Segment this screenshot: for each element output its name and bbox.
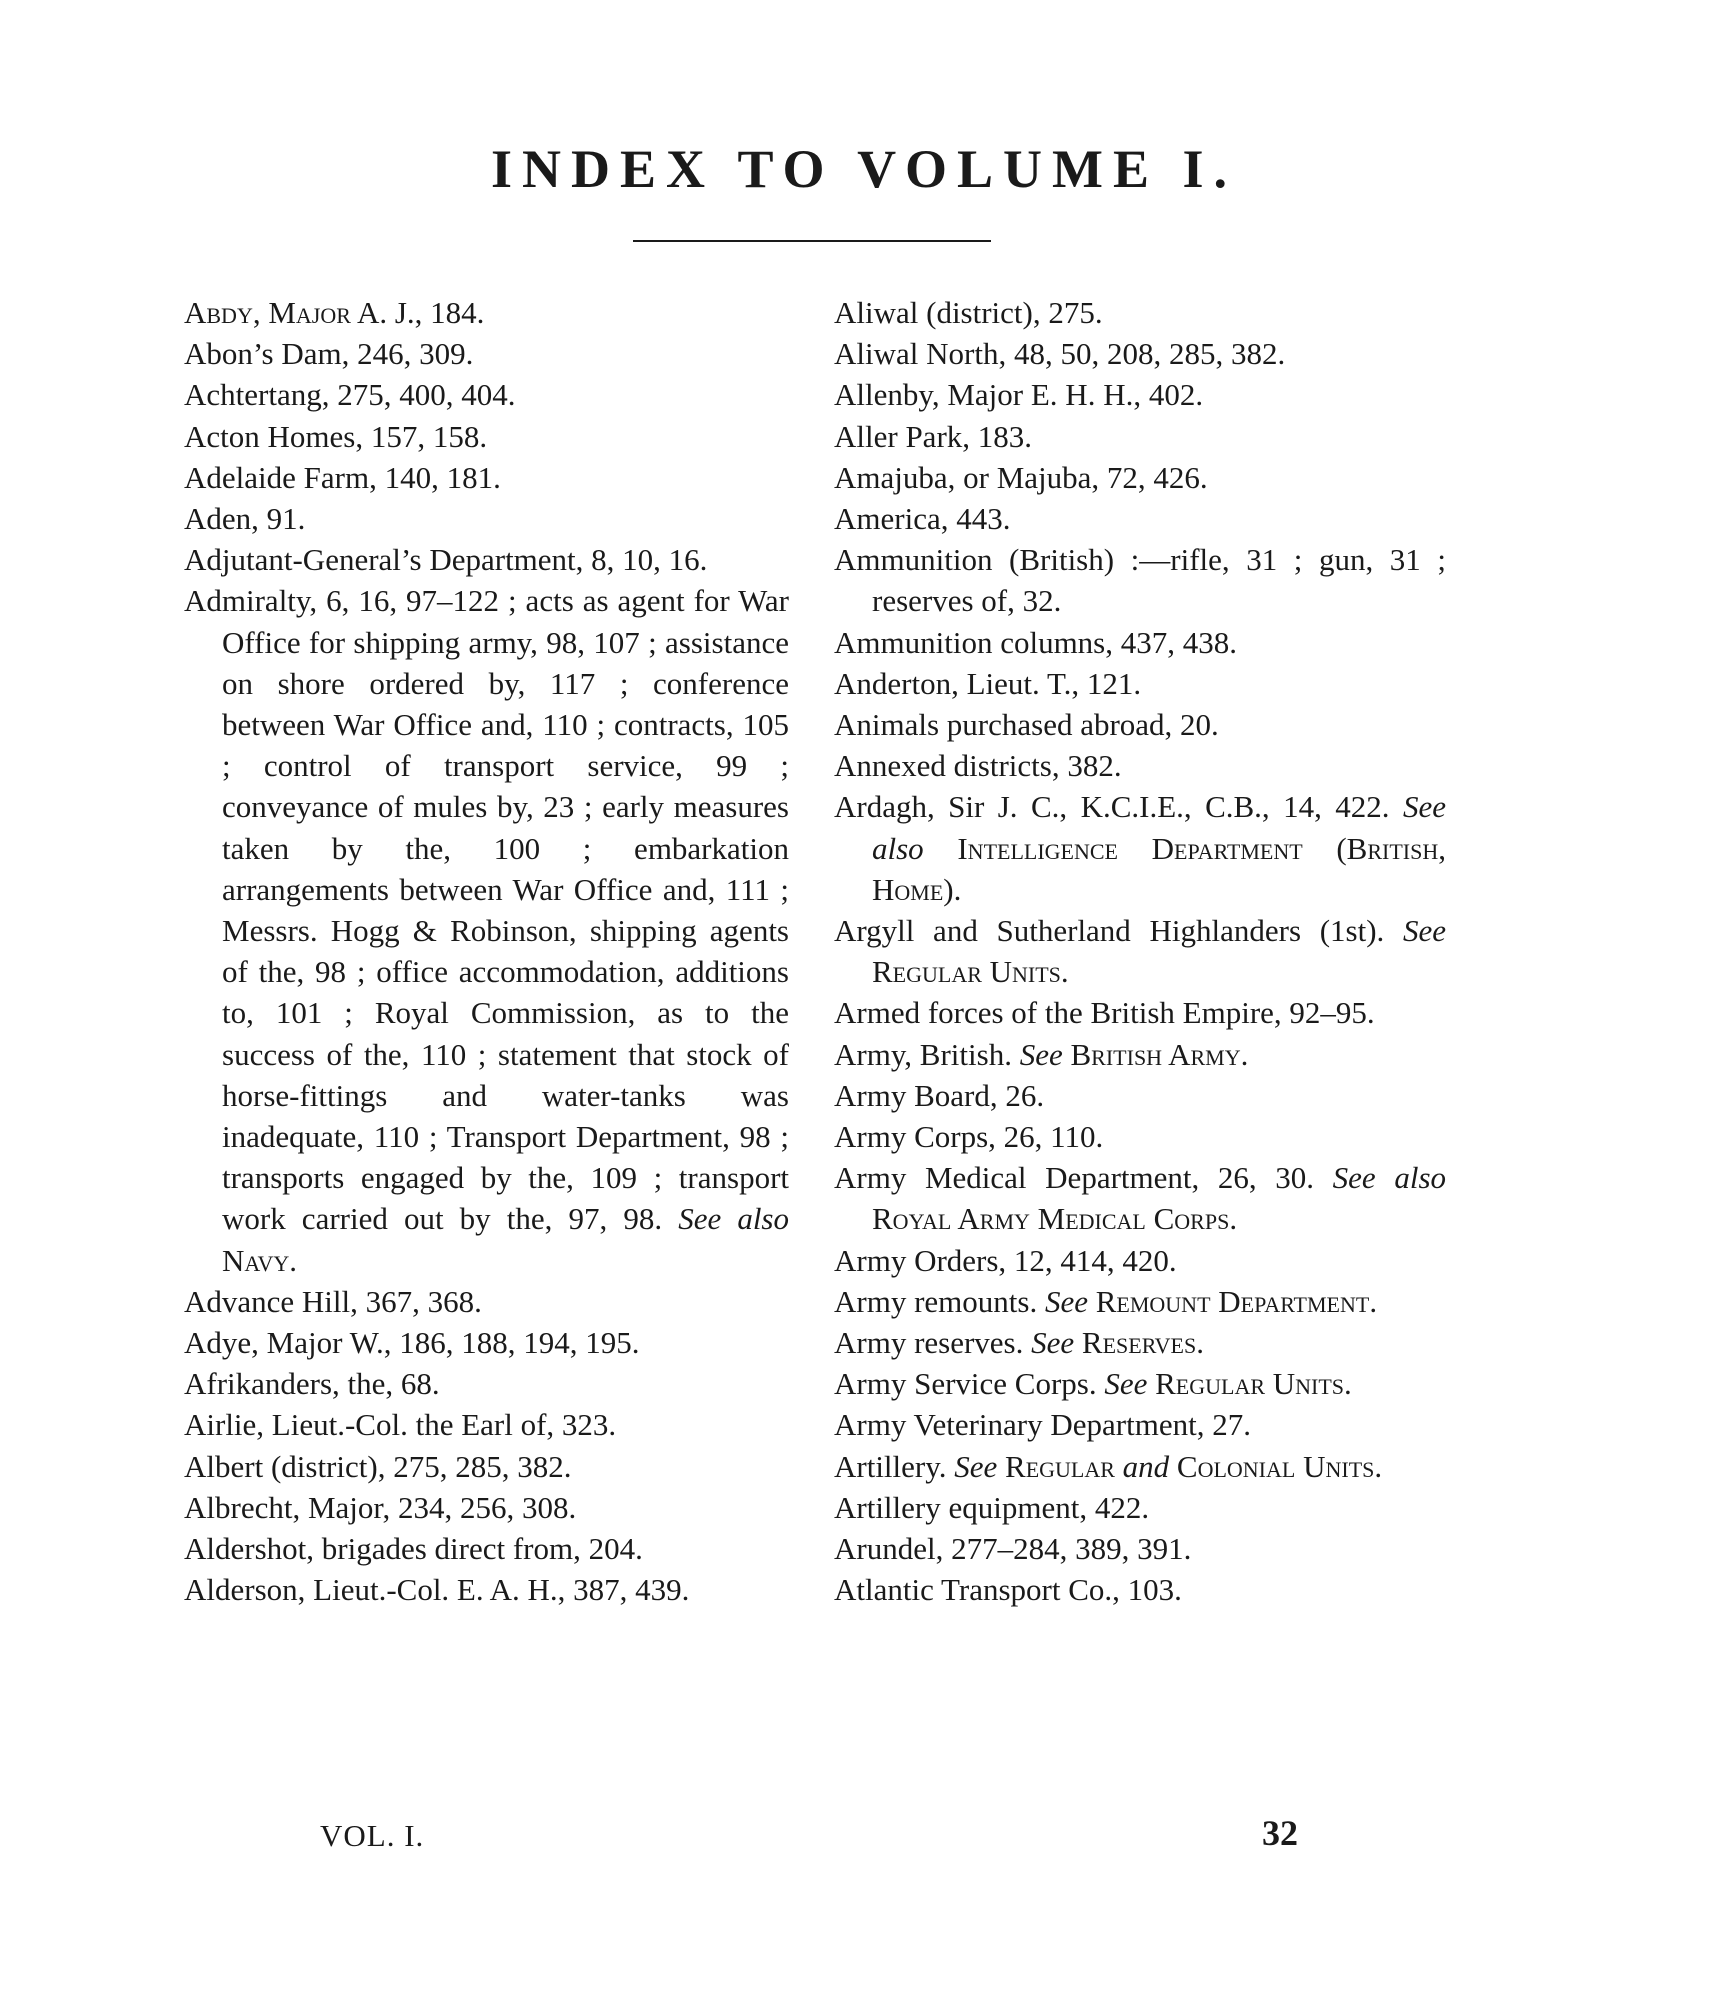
entry-text: Albert (district), 275, 285, 382. [184, 1448, 572, 1484]
index-entry [184, 1528, 789, 1569]
index-entry [834, 333, 1446, 374]
entry-text: Aller Park, 183. [834, 418, 1033, 454]
entry-text: . [1344, 1366, 1352, 1402]
entry-text: . [289, 1242, 297, 1278]
index-entry [184, 1404, 789, 1445]
entry-text: Ardagh, Sir J. C., K.C.I.E., C.B., 14, 422. [834, 789, 1403, 825]
index-column-left [184, 292, 789, 1611]
entry-text: Arundel, 277–284, 389, 391. [834, 1531, 1192, 1567]
index-entry [834, 745, 1446, 786]
entry-text: Annexed districts, 382. [834, 748, 1122, 784]
entry-text: Albrecht, Major, 234, 256, 308. [184, 1489, 577, 1525]
index-entry [184, 1487, 789, 1528]
index-entry [184, 457, 789, 498]
title-rule [633, 240, 991, 242]
index-entry [834, 539, 1446, 621]
small-caps-text: Regular [1005, 1448, 1115, 1484]
index-entry [834, 663, 1446, 704]
entry-text [1088, 1284, 1096, 1319]
entry-text: . [1229, 1201, 1238, 1237]
page-title: INDEX TO VOLUME I. [490, 139, 1238, 199]
entry-text: Armed forces of the British Empire, 92–95. [834, 995, 1375, 1031]
entry-text: Ammunition (British) :—rifle, 31 ; gun, 31 ; reserves of, 32. [834, 542, 1446, 619]
entry-text: Ammunition columns, 437, 438. [834, 624, 1237, 660]
small-caps-text: Navy [222, 1242, 290, 1278]
cross-reference-label: See [1031, 1325, 1075, 1361]
cross-reference-label: See also [872, 789, 1446, 866]
entry-text: Army reserves. [834, 1325, 1032, 1361]
index-entry [184, 292, 789, 333]
cross-reference-label: See [1104, 1366, 1148, 1402]
entry-text: Achtertang, 275, 400, 404. [184, 377, 516, 413]
index-entry [834, 1240, 1446, 1281]
entry-text: Aldershot, brigades direct from, 204. [184, 1531, 643, 1567]
entry-text: Adelaide Farm, 140, 181. [184, 459, 501, 495]
entry-text: Atlantic Transport Co., 103. [834, 1572, 1182, 1608]
small-caps-text: Royal Army Medical Corps [872, 1201, 1230, 1237]
index-entry [834, 1446, 1446, 1487]
index-entry [834, 1281, 1446, 1322]
cross-reference-label: See [954, 1448, 998, 1484]
cross-reference-label: See [1019, 1036, 1063, 1072]
entry-text [1169, 1449, 1177, 1484]
entry-text: Army remounts. [834, 1283, 1045, 1319]
footer-volume-label: VOL. I. [320, 1818, 425, 1853]
small-caps-text: Remount Department [1095, 1283, 1370, 1319]
small-caps-text: British Army [1070, 1036, 1241, 1072]
index-entry [834, 992, 1446, 1033]
index-entry [834, 1322, 1446, 1363]
index-entry [184, 374, 789, 415]
index-entry [834, 1528, 1446, 1569]
entry-text [1063, 1037, 1071, 1072]
entry-text: Adye, Major W., 186, 188, 194, 195. [184, 1325, 640, 1361]
entry-text: Animals purchased abroad, 20. [834, 707, 1219, 743]
entry-text [1115, 1449, 1123, 1484]
entry-text: Army Corps, 26, 110. [834, 1119, 1104, 1155]
entry-text: Allenby, Major E. H. H., 402. [834, 377, 1204, 413]
index-entry [834, 704, 1446, 745]
entry-text: . [1240, 1036, 1249, 1072]
index-entry [184, 1322, 789, 1363]
entry-text: . [1369, 1283, 1378, 1319]
entry-text [997, 1449, 1005, 1484]
index-column-right [834, 292, 1446, 1611]
small-caps-text: Abdy, Major [184, 295, 351, 330]
entry-text: Admiralty, 6, 16, 97–122 ; acts as agent for War Office for shipping army, 98, 107 ; assistance on shore ordered by, 117 ; conference between War Office and, 110 ; contracts, 105 ; control of transport service, 99 ; conveyance of mules by, 23 ; early measures taken by the, 100 ; embarkation arrangements between War Office and, 111 ; Messrs. Hogg & Robinson, shipping agents of the, 98 ; office accommodation, additions to, 101 ; Royal Commission, as to the success of the, 110 ; statement that stock of horse-fittings and water-tanks was inadequate, 110 ; Transport Department, 98 ; transports engaged by the, 109 ; transport work carried out by the, 97, 98. [184, 583, 789, 1237]
index-entry [834, 622, 1446, 663]
index-entry [834, 498, 1446, 539]
entry-text: Army Veterinary Department, 27. [834, 1407, 1251, 1443]
entry-text: Army, British. [834, 1036, 1020, 1072]
entry-text: Airlie, Lieut.-Col. the Earl of, 323. [184, 1407, 617, 1443]
small-caps-text: Regular Units [872, 954, 1061, 990]
entry-text: America, 443. [834, 501, 1011, 537]
entry-text: Advance Hill, 367, 368. [184, 1283, 482, 1319]
entry-text: Argyll and Sutherland Highlanders (1st). [834, 913, 1403, 949]
index-entry [834, 1487, 1446, 1528]
entry-text: Army Medical Department, 26, 30. [834, 1160, 1333, 1196]
entry-text: Aliwal North, 48, 50, 208, 285, 382. [834, 336, 1286, 372]
entry-text: A. J., 184. [350, 295, 485, 330]
index-entry [834, 1157, 1446, 1239]
index-entry [184, 1446, 789, 1487]
small-caps-text: Reserves [1081, 1325, 1197, 1361]
index-entry [184, 498, 789, 539]
entry-text: Adjutant-General’s Department, 8, 10, 16. [184, 542, 708, 578]
index-entry [834, 374, 1446, 415]
index-entry [184, 1363, 789, 1404]
cross-reference-label: and [1122, 1448, 1170, 1484]
entry-text: Aliwal (district), 275. [834, 295, 1103, 330]
entry-text: Artillery equipment, 422. [834, 1489, 1150, 1525]
entry-text [924, 831, 958, 866]
index-entry [834, 416, 1446, 457]
entry-text: Army Board, 26. [834, 1077, 1045, 1113]
entry-text: Anderton, Lieut. T., 121. [834, 665, 1142, 701]
index-entry [834, 1569, 1446, 1610]
index-entry [834, 1404, 1446, 1445]
entry-text: Alderson, Lieut.-Col. E. A. H., 387, 439. [184, 1572, 690, 1608]
entry-text: . [953, 871, 962, 907]
entry-text: Amajuba, or Majuba, 72, 426. [834, 459, 1208, 495]
small-caps-text: Colonial Units [1176, 1448, 1375, 1484]
entry-text: Aden, 91. [184, 501, 306, 537]
index-entry [184, 1281, 789, 1322]
entry-text: Abon’s Dam, 246, 309. [184, 336, 474, 372]
index-entry [834, 1075, 1446, 1116]
entry-text: . [1196, 1325, 1204, 1361]
index-entry [184, 1569, 789, 1610]
entry-text: Army Orders, 12, 414, 420. [834, 1242, 1177, 1278]
entry-text: Army Service Corps. [834, 1366, 1105, 1402]
entry-text: Acton Homes, 157, 158. [184, 418, 488, 454]
index-entry [834, 292, 1446, 333]
entry-text [1074, 1325, 1082, 1360]
cross-reference-label: See also [678, 1201, 789, 1237]
index-entry [834, 1116, 1446, 1157]
index-entry [184, 539, 789, 580]
small-caps-text: Intelligence Department (British, Home) [872, 830, 1446, 907]
cross-reference-label: See [1402, 913, 1446, 949]
entry-text: Artillery. [834, 1448, 955, 1484]
index-entry [834, 910, 1446, 992]
index-entry [834, 1363, 1446, 1404]
footer-signature-mark: 32 [1262, 1813, 1298, 1853]
index-entry [184, 416, 789, 457]
cross-reference-label: See [1044, 1283, 1088, 1319]
entry-text: Afrikanders, the, 68. [184, 1366, 440, 1402]
entry-text [1147, 1366, 1155, 1401]
entry-text: . [1374, 1448, 1383, 1484]
entry-text: . [1060, 954, 1069, 990]
cross-reference-label: See also [1332, 1160, 1447, 1196]
index-entry [184, 580, 789, 1280]
index-entry [834, 457, 1446, 498]
index-entry [834, 786, 1446, 910]
index-entry [184, 333, 789, 374]
small-caps-text: Regular Units [1155, 1366, 1345, 1402]
index-entry [834, 1034, 1446, 1075]
